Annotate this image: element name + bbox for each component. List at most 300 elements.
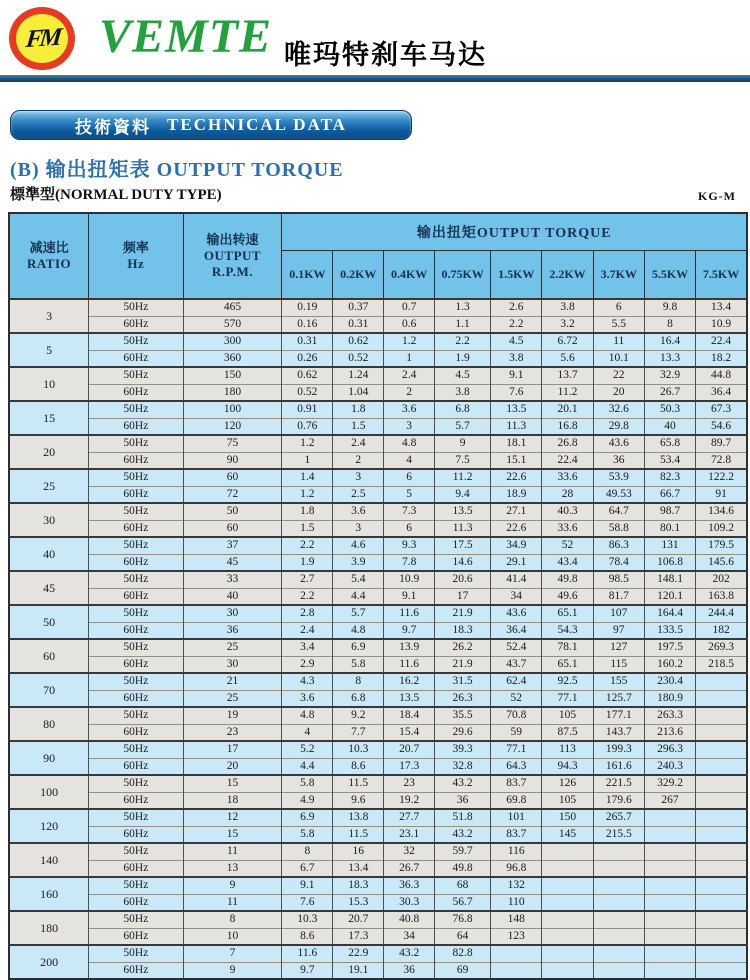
- torque-cell: 10.3: [333, 741, 384, 758]
- torque-cell: 28: [542, 486, 593, 503]
- torque-cell: 5.2: [282, 741, 333, 758]
- torque-cell: 29.1: [491, 554, 542, 571]
- torque-cell: 36: [593, 452, 644, 469]
- torque-cell: [644, 962, 695, 979]
- hz-cell: 60Hz: [89, 860, 183, 877]
- ratio-cell: 20: [9, 435, 89, 469]
- ratio-cell: 45: [9, 571, 89, 605]
- torque-cell: 22.6: [491, 469, 542, 486]
- banner-title-zh: 技術資料: [75, 117, 152, 137]
- torque-cell: 1.3: [435, 299, 491, 316]
- torque-table: [8, 212, 748, 980]
- torque-cell: 6.9: [282, 809, 333, 826]
- table-row: [9, 741, 747, 758]
- technical-data-banner: [10, 110, 412, 140]
- torque-cell: 6.72: [542, 333, 593, 350]
- torque-cell: [644, 894, 695, 911]
- hz-cell: 50Hz: [89, 367, 183, 384]
- rpm-cell: 17: [183, 741, 282, 758]
- hz-cell: 50Hz: [89, 571, 183, 588]
- kw-column-header: 5.5KW: [644, 251, 695, 300]
- torque-cell: 43.7: [491, 656, 542, 673]
- torque-cell: 31.5: [435, 673, 491, 690]
- torque-cell: 4.4: [282, 758, 333, 775]
- torque-cell: 7.8: [384, 554, 435, 571]
- unit-label: KG-M: [698, 189, 736, 203]
- hz-cell: 60Hz: [89, 486, 183, 503]
- torque-cell: 15.4: [384, 724, 435, 741]
- kw-column-header: 7.5KW: [696, 251, 747, 300]
- torque-cell: 51.8: [435, 809, 491, 826]
- table-row: [9, 894, 747, 911]
- torque-cell: 2: [384, 384, 435, 401]
- torque-cell: 96.8: [491, 860, 542, 877]
- torque-cell: 43.6: [491, 605, 542, 622]
- torque-cell: 41.4: [491, 571, 542, 588]
- torque-cell: [593, 945, 644, 962]
- ratio-cell: 100: [9, 775, 89, 809]
- torque-cell: 5.6: [542, 350, 593, 367]
- torque-cell: [696, 894, 747, 911]
- torque-cell: 62.4: [491, 673, 542, 690]
- table-row: [9, 571, 747, 588]
- table-row: [9, 707, 747, 724]
- torque-cell: [593, 962, 644, 979]
- torque-cell: 2.6: [491, 299, 542, 316]
- torque-cell: 80.1: [644, 520, 695, 537]
- rpm-cell: 37: [183, 537, 282, 554]
- torque-cell: 26.7: [384, 860, 435, 877]
- torque-cell: [696, 707, 747, 724]
- torque-cell: 9: [435, 435, 491, 452]
- torque-cell: 17: [435, 588, 491, 605]
- table-row: [9, 333, 747, 350]
- torque-cell: 23.1: [384, 826, 435, 843]
- torque-cell: 56.7: [435, 894, 491, 911]
- rpm-cell: 25: [183, 639, 282, 656]
- table-row: [9, 928, 747, 945]
- torque-cell: 296.3: [644, 741, 695, 758]
- table-row: [9, 758, 747, 775]
- hz-cell: 50Hz: [89, 299, 183, 316]
- ratio-cell: 90: [9, 741, 89, 775]
- table-row: [9, 401, 747, 418]
- ratio-cell: 50: [9, 605, 89, 639]
- table-row: [9, 350, 747, 367]
- ratio-cell: 70: [9, 673, 89, 707]
- torque-cell: 2.2: [282, 588, 333, 605]
- hz-cell: 60Hz: [89, 588, 183, 605]
- torque-cell: 97: [593, 622, 644, 639]
- torque-cell: 7.3: [384, 503, 435, 520]
- torque-cell: 197.5: [644, 639, 695, 656]
- hz-cell: 60Hz: [89, 894, 183, 911]
- table-row: [9, 503, 747, 520]
- rpm-cell: 45: [183, 554, 282, 571]
- torque-cell: 218.5: [696, 656, 747, 673]
- table-row: [9, 775, 747, 792]
- torque-cell: 13.8: [333, 809, 384, 826]
- torque-cell: 23: [384, 775, 435, 792]
- torque-cell: 26.3: [435, 690, 491, 707]
- torque-cell: 65.1: [542, 656, 593, 673]
- torque-cell: 9.4: [435, 486, 491, 503]
- torque-cell: 16.8: [542, 418, 593, 435]
- ratio-cell: 140: [9, 843, 89, 877]
- torque-cell: [644, 945, 695, 962]
- torque-cell: 3.8: [435, 384, 491, 401]
- hz-cell: 50Hz: [89, 605, 183, 622]
- hz-cell: 60Hz: [89, 792, 183, 809]
- ratio-cell: 15: [9, 401, 89, 435]
- rpm-cell: 19: [183, 707, 282, 724]
- torque-cell: 7.6: [282, 894, 333, 911]
- torque-cell: 50.3: [644, 401, 695, 418]
- torque-cell: 2: [333, 452, 384, 469]
- torque-cell: 4.6: [333, 537, 384, 554]
- torque-cell: 68: [435, 877, 491, 894]
- torque-cell: 4.8: [282, 707, 333, 724]
- torque-cell: 1.9: [435, 350, 491, 367]
- hz-cell: 50Hz: [89, 707, 183, 724]
- torque-cell: 1.2: [282, 435, 333, 452]
- torque-cell: 35.5: [435, 707, 491, 724]
- torque-cell: 43.2: [435, 826, 491, 843]
- hz-cell: 50Hz: [89, 809, 183, 826]
- torque-cell: 9.7: [384, 622, 435, 639]
- torque-cell: 13.9: [384, 639, 435, 656]
- ratio-cell: 80: [9, 707, 89, 741]
- hz-cell: 60Hz: [89, 418, 183, 435]
- torque-cell: 4.8: [384, 435, 435, 452]
- table-row: [9, 809, 747, 826]
- table-row: [9, 469, 747, 486]
- rpm-cell: 18: [183, 792, 282, 809]
- torque-cell: 32: [384, 843, 435, 860]
- torque-cell: 22.4: [696, 333, 747, 350]
- hz-cell: 50Hz: [89, 537, 183, 554]
- torque-cell: 59.7: [435, 843, 491, 860]
- torque-cell: 133.5: [644, 622, 695, 639]
- torque-cell: 92.5: [542, 673, 593, 690]
- hz-cell: 60Hz: [89, 962, 183, 979]
- torque-cell: 120.1: [644, 588, 695, 605]
- torque-cell: 163.8: [696, 588, 747, 605]
- freq-header: 频率 Hz: [89, 213, 183, 299]
- torque-cell: 26.8: [542, 435, 593, 452]
- torque-cell: 0.52: [333, 350, 384, 367]
- torque-cell: 13.4: [696, 299, 747, 316]
- torque-cell: 58.8: [593, 520, 644, 537]
- torque-cell: 8.6: [333, 758, 384, 775]
- torque-cell: 3.8: [542, 299, 593, 316]
- torque-cell: 34: [384, 928, 435, 945]
- torque-cell: 36: [384, 962, 435, 979]
- rpm-cell: 9: [183, 962, 282, 979]
- kw-column-header: 0.75KW: [435, 251, 491, 300]
- torque-cell: 36.3: [384, 877, 435, 894]
- torque-cell: 54.6: [696, 418, 747, 435]
- rpm-cell: 9: [183, 877, 282, 894]
- rpm-cell: 180: [183, 384, 282, 401]
- torque-cell: 202: [696, 571, 747, 588]
- torque-cell: 6: [384, 520, 435, 537]
- hz-cell: 50Hz: [89, 911, 183, 928]
- hz-cell: 50Hz: [89, 401, 183, 418]
- torque-cell: 230.4: [644, 673, 695, 690]
- torque-cell: [491, 945, 542, 962]
- rpm-cell: 100: [183, 401, 282, 418]
- table-row: [9, 486, 747, 503]
- torque-cell: [696, 775, 747, 792]
- torque-cell: 21.9: [435, 656, 491, 673]
- torque-cell: 244.4: [696, 605, 747, 622]
- torque-cell: 8: [644, 316, 695, 333]
- torque-cell: 59: [491, 724, 542, 741]
- torque-cell: 2.7: [282, 571, 333, 588]
- rpm-cell: 90: [183, 452, 282, 469]
- torque-cell: 9.6: [333, 792, 384, 809]
- rpm-header: 输出转速 OUTPUT R.P.M.: [183, 213, 282, 299]
- torque-cell: [696, 928, 747, 945]
- torque-cell: 2.4: [384, 367, 435, 384]
- table-row: [9, 367, 747, 384]
- torque-cell: 1.9: [282, 554, 333, 571]
- torque-cell: [542, 877, 593, 894]
- torque-cell: 66.7: [644, 486, 695, 503]
- torque-cell: 54.3: [542, 622, 593, 639]
- torque-cell: 3: [333, 520, 384, 537]
- subtitle-row: [10, 183, 736, 204]
- torque-cell: 33.6: [542, 469, 593, 486]
- torque-cell: [696, 826, 747, 843]
- table-row: [9, 911, 747, 928]
- kw-column-header: 0.1KW: [282, 251, 333, 300]
- torque-cell: 182: [696, 622, 747, 639]
- torque-cell: 2.9: [282, 656, 333, 673]
- torque-cell: 8.6: [282, 928, 333, 945]
- torque-cell: 164.4: [644, 605, 695, 622]
- torque-cell: 213.6: [644, 724, 695, 741]
- torque-cell: 98.7: [644, 503, 695, 520]
- rpm-cell: 30: [183, 605, 282, 622]
- table-row: [9, 945, 747, 962]
- torque-cell: 18.1: [491, 435, 542, 452]
- rpm-cell: 23: [183, 724, 282, 741]
- kw-column-header: 3.7KW: [593, 251, 644, 300]
- torque-cell: 13.5: [491, 401, 542, 418]
- hz-cell: 50Hz: [89, 877, 183, 894]
- logo-monogram: FM: [24, 23, 61, 53]
- torque-cell: 32.8: [435, 758, 491, 775]
- torque-cell: 15.3: [333, 894, 384, 911]
- torque-cell: 1.24: [333, 367, 384, 384]
- rpm-cell: 25: [183, 690, 282, 707]
- torque-cell: 49.6: [542, 588, 593, 605]
- torque-cell: 9.1: [491, 367, 542, 384]
- torque-cell: 2.2: [282, 537, 333, 554]
- torque-cell: 19.1: [333, 962, 384, 979]
- torque-cell: [593, 894, 644, 911]
- torque-cell: 20.7: [333, 911, 384, 928]
- table-header-row: [9, 213, 747, 251]
- kw-column-header: 1.5KW: [491, 251, 542, 300]
- torque-cell: 0.19: [282, 299, 333, 316]
- torque-cell: 3.8: [491, 350, 542, 367]
- torque-cell: 40.3: [542, 503, 593, 520]
- torque-cell: 148: [491, 911, 542, 928]
- rpm-cell: 10: [183, 928, 282, 945]
- torque-cell: 3.2: [542, 316, 593, 333]
- rpm-cell: 7: [183, 945, 282, 962]
- torque-cell: 0.62: [282, 367, 333, 384]
- torque-cell: 22.6: [491, 520, 542, 537]
- hz-cell: 50Hz: [89, 333, 183, 350]
- rpm-cell: 12: [183, 809, 282, 826]
- torque-cell: 4.3: [282, 673, 333, 690]
- rpm-cell: 150: [183, 367, 282, 384]
- torque-cell: 17.3: [384, 758, 435, 775]
- rpm-cell: 120: [183, 418, 282, 435]
- torque-cell: [644, 809, 695, 826]
- torque-cell: 6: [593, 299, 644, 316]
- torque-cell: 32.6: [593, 401, 644, 418]
- torque-cell: 27.1: [491, 503, 542, 520]
- torque-cell: 2.4: [282, 622, 333, 639]
- torque-cell: 0.76: [282, 418, 333, 435]
- torque-cell: 89.7: [696, 435, 747, 452]
- torque-cell: 2.5: [333, 486, 384, 503]
- torque-cell: [696, 911, 747, 928]
- torque-cell: 0.31: [333, 316, 384, 333]
- torque-cell: 0.7: [384, 299, 435, 316]
- torque-cell: 1.5: [333, 418, 384, 435]
- torque-cell: 11.3: [435, 520, 491, 537]
- table-row: [9, 537, 747, 554]
- torque-cell: 26.2: [435, 639, 491, 656]
- kw-column-header: 2.2KW: [542, 251, 593, 300]
- torque-cell: 6.8: [333, 690, 384, 707]
- ratio-cell: 180: [9, 911, 89, 945]
- torque-cell: 49.53: [593, 486, 644, 503]
- hz-cell: 60Hz: [89, 554, 183, 571]
- torque-cell: [696, 690, 747, 707]
- ratio-cell: 160: [9, 877, 89, 911]
- torque-cell: 1: [282, 452, 333, 469]
- torque-cell: 2.2: [491, 316, 542, 333]
- torque-cell: 43.4: [542, 554, 593, 571]
- torque-cell: [644, 843, 695, 860]
- rpm-cell: 11: [183, 843, 282, 860]
- torque-cell: 5.8: [282, 826, 333, 843]
- torque-cell: 113: [542, 741, 593, 758]
- torque-cell: 32.9: [644, 367, 695, 384]
- rpm-cell: 60: [183, 469, 282, 486]
- torque-cell: [696, 673, 747, 690]
- torque-cell: 16: [333, 843, 384, 860]
- rpm-cell: 40: [183, 588, 282, 605]
- torque-cell: 5.8: [282, 775, 333, 792]
- hz-cell: 60Hz: [89, 316, 183, 333]
- rpm-cell: 13: [183, 860, 282, 877]
- hz-cell: 60Hz: [89, 520, 183, 537]
- torque-cell: 27.7: [384, 809, 435, 826]
- torque-cell: 143.7: [593, 724, 644, 741]
- torque-cell: 9.8: [644, 299, 695, 316]
- torque-cell: 43.2: [384, 945, 435, 962]
- torque-cell: 34: [491, 588, 542, 605]
- torque-cell: 15.1: [491, 452, 542, 469]
- torque-cell: 49.8: [435, 860, 491, 877]
- hz-cell: 60Hz: [89, 384, 183, 401]
- torque-cell: [542, 928, 593, 945]
- torque-cell: 52.4: [491, 639, 542, 656]
- hz-cell: 60Hz: [89, 724, 183, 741]
- torque-cell: 64.7: [593, 503, 644, 520]
- ratio-cell: 5: [9, 333, 89, 367]
- torque-cell: 82.3: [644, 469, 695, 486]
- torque-cell: 123: [491, 928, 542, 945]
- torque-cell: 10.1: [593, 350, 644, 367]
- torque-cell: 131: [644, 537, 695, 554]
- rpm-cell: 360: [183, 350, 282, 367]
- torque-cell: 106.8: [644, 554, 695, 571]
- torque-cell: 11.6: [282, 945, 333, 962]
- table-row: [9, 452, 747, 469]
- torque-cell: 101: [491, 809, 542, 826]
- torque-cell: 134.6: [696, 503, 747, 520]
- torque-cell: 7.7: [333, 724, 384, 741]
- rpm-cell: 300: [183, 333, 282, 350]
- ratio-header: 减速比 RATIO: [9, 213, 89, 299]
- torque-cell: [644, 928, 695, 945]
- table-row: [9, 843, 747, 860]
- torque-cell: 107: [593, 605, 644, 622]
- kw-column-header: 0.2KW: [333, 251, 384, 300]
- torque-cell: [542, 962, 593, 979]
- torque-cell: 18.3: [333, 877, 384, 894]
- hz-cell: 50Hz: [89, 673, 183, 690]
- torque-cell: 36.4: [491, 622, 542, 639]
- torque-cell: 125.7: [593, 690, 644, 707]
- torque-cell: 0.31: [282, 333, 333, 350]
- torque-cell: 10.9: [384, 571, 435, 588]
- ratio-cell: 3: [9, 299, 89, 333]
- torque-cell: 3.6: [333, 503, 384, 520]
- torque-cell: 36.4: [696, 384, 747, 401]
- torque-cell: 179.5: [696, 537, 747, 554]
- torque-cell: 98.5: [593, 571, 644, 588]
- torque-cell: [644, 877, 695, 894]
- hz-cell: 60Hz: [89, 656, 183, 673]
- torque-cell: 77.1: [491, 741, 542, 758]
- torque-cell: 269.3: [696, 639, 747, 656]
- torque-cell: 3.4: [282, 639, 333, 656]
- torque-cell: [644, 860, 695, 877]
- torque-cell: [696, 843, 747, 860]
- table-row: [9, 299, 747, 316]
- torque-cell: [542, 945, 593, 962]
- table-row: [9, 639, 747, 656]
- torque-cell: 4: [282, 724, 333, 741]
- rpm-cell: 11: [183, 894, 282, 911]
- table-row: [9, 656, 747, 673]
- torque-cell: 94.3: [542, 758, 593, 775]
- ratio-cell: 40: [9, 537, 89, 571]
- torque-cell: 3.6: [384, 401, 435, 418]
- torque-cell: 0.62: [333, 333, 384, 350]
- torque-cell: 76.8: [435, 911, 491, 928]
